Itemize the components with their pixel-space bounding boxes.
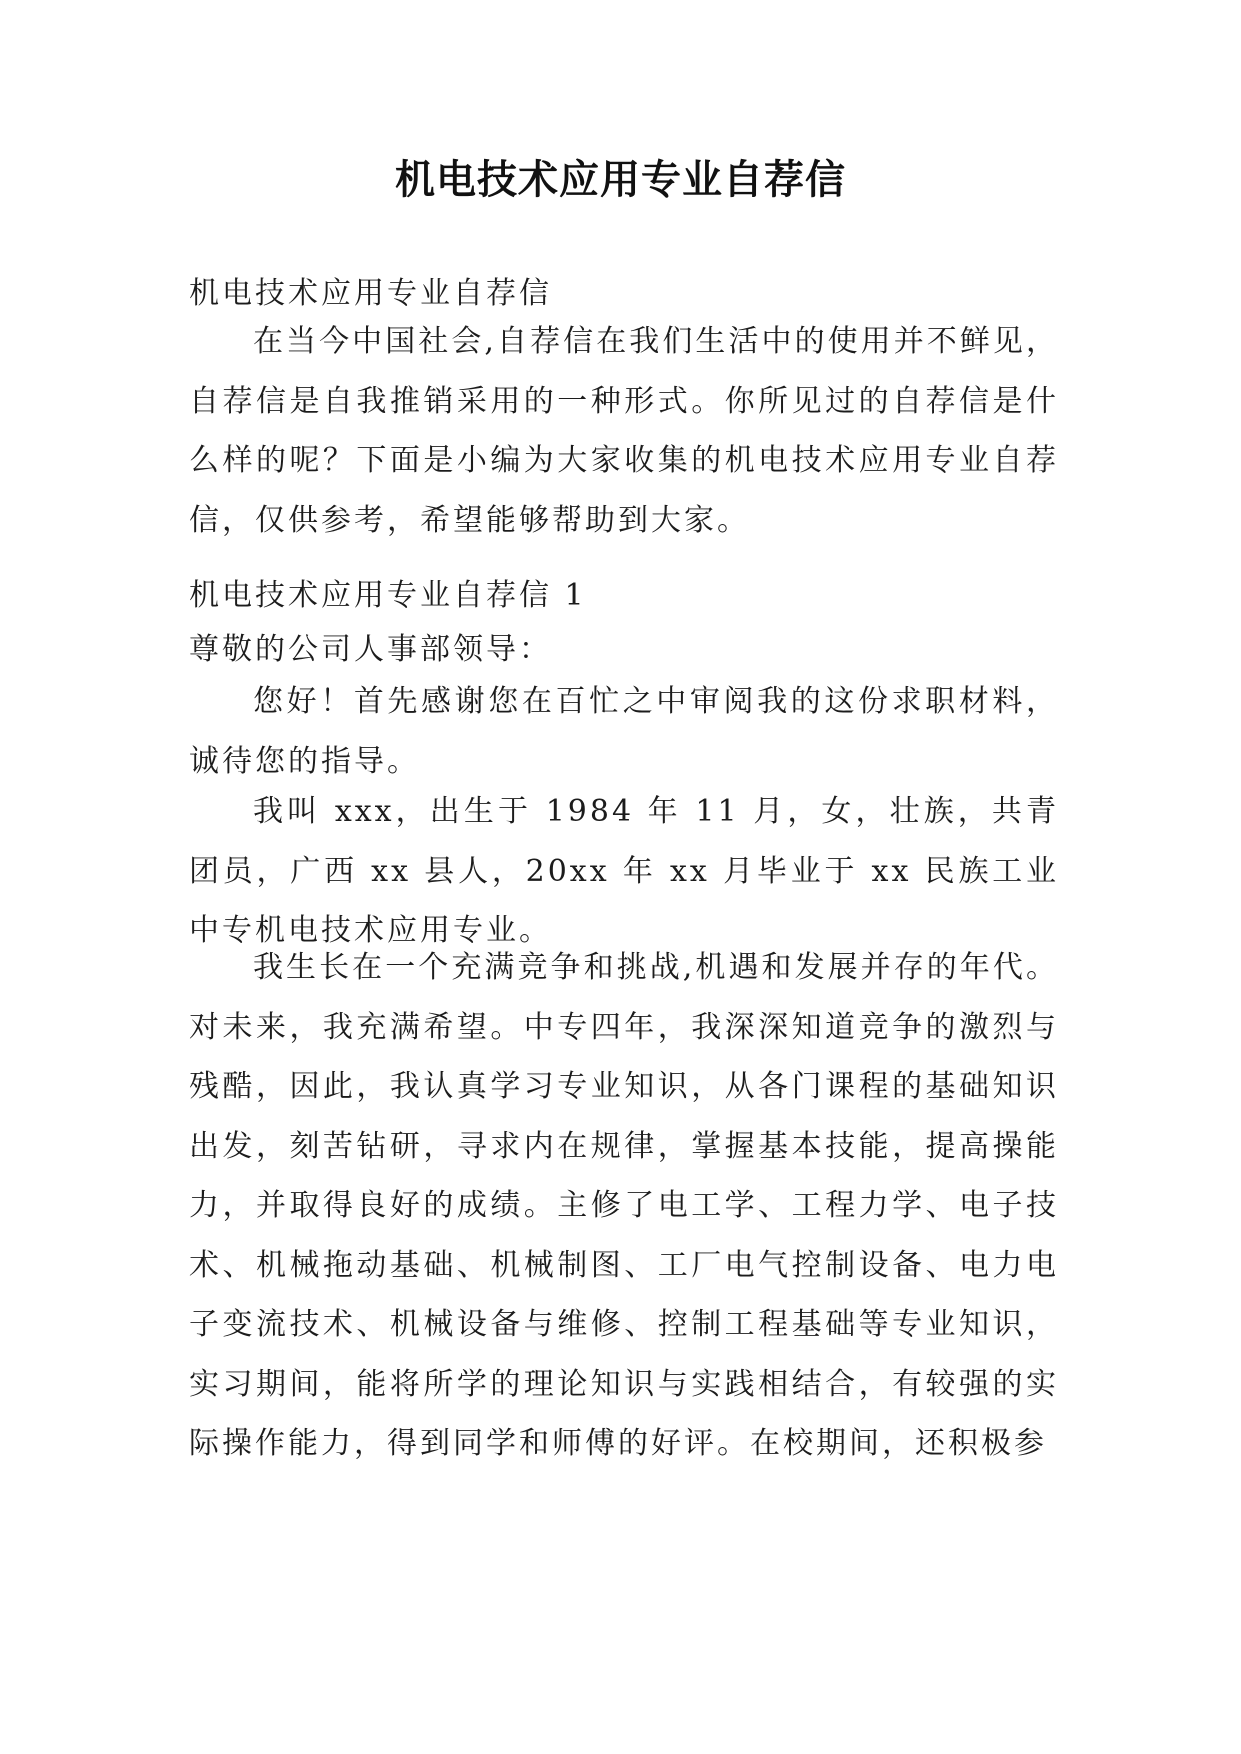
- salutation: 尊敬的公司人事部领导：: [189, 632, 552, 667]
- section-heading: 机电技术应用专业自荐信 1: [189, 578, 587, 613]
- study-paragraph: 我生长在一个充满竞争和挑战,机遇和发展并存的年代。对未来，我充满希望。中专四年，我深深知道竞争的激烈与残酷，因此，我认真学习专业知识，从各门课程的基础知识出发，刻苦钻研，寻求内在规律，掌握基本技能，提高操能力，并取得良好的成绩。主修了电工学、工程力学、电子技术、机械拖动基础、机械制图、工厂电气控制设备、电力电子变流技术、机械设备与维修、控制工程基础等专业知识，实习期间，能将所学的理论知识与实践相结合，有较强的实际操作能力，得到同学和师傅的好评。在校期间，还积极参: [189, 950, 1059, 1461]
- greeting-paragraph: 您好！首先感谢您在百忙之中审阅我的这份求职材料，诚待您的指导。: [189, 684, 1059, 779]
- document-title: 机电技术应用专业自荐信: [395, 157, 846, 203]
- document-subtitle: 机电技术应用专业自荐信: [189, 276, 552, 311]
- personal-info-paragraph: 我叫 xxx，出生于 1984 年 11 月，女，壮族，共青团员，广西 xx 县人，20xx 年 xx 月毕业于 xx 民族工业中专机电技术应用专业。: [189, 794, 1059, 948]
- intro-paragraph: 在当今中国社会,自荐信在我们生活中的使用并不鲜见，自荐信是自我推销采用的一种形式。你所见过的自荐信是什么样的呢？下面是小编为大家收集的机电技术应用专业自荐信，仅供参考，希望能够帮助到大家。: [189, 324, 1059, 538]
